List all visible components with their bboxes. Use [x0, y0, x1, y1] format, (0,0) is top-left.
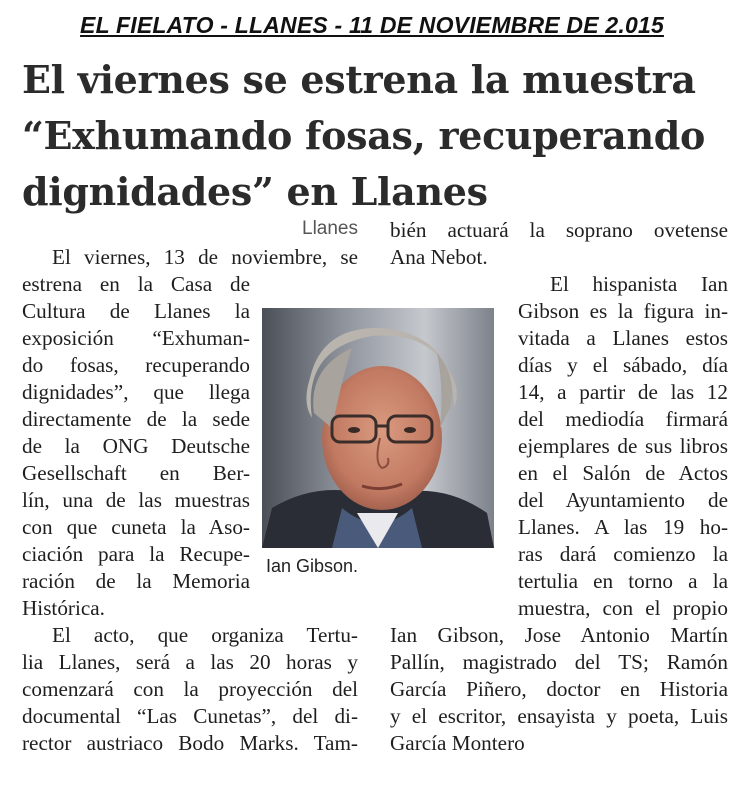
text-line: ras dará comienzo la [518, 542, 728, 566]
text-line: muestra, con el propio [518, 596, 728, 620]
text-line: directamente de la sede [22, 407, 250, 431]
text-line: comenzará con la proyección del [22, 677, 358, 701]
text-line: del Ayuntamiento de [518, 488, 728, 512]
headline-line: “Exhumando fosas, recuperando [22, 113, 706, 158]
text-line: Ian Gibson, Jose Antonio Martín [390, 623, 728, 647]
text-line: do fosas, recuperando [22, 353, 250, 377]
text-line: rector austriaco Bodo Marks. Tam- [22, 731, 358, 755]
byline: Llanes [302, 218, 358, 239]
text-line: exposición “Exhuman- [22, 326, 250, 350]
text-line: dignidades”, que llega [22, 380, 250, 404]
text-line: del mediodía firmará [518, 407, 728, 431]
article-column-2 [390, 217, 728, 757]
text-line: y el escritor, ensayista y poeta, Luis [390, 704, 728, 728]
text-line: El hispanista Ian [550, 272, 728, 296]
photo-caption: Ian Gibson. [266, 556, 359, 576]
text-line: ración de la Memoria [22, 569, 250, 593]
text-line: en el Salón de Actos [518, 461, 728, 485]
text-line: Gesellschaft en Ber- [22, 461, 250, 485]
text-line: ejemplares de sus libros [518, 434, 728, 458]
text-line: Llanes. A las 19 ho- [518, 515, 728, 539]
masthead: EL FIELATO - LLANES - 11 DE NOVIEMBRE DE 2.015 [80, 12, 664, 38]
text-line: Pallín, magistrado del TS; Ramón [390, 650, 728, 674]
text-line: Histórica. [22, 596, 105, 620]
text-line: vitada a Llanes estos [518, 326, 728, 350]
text-line: El viernes, 13 de noviembre, se [52, 245, 358, 269]
text-line: ciación para la Recupe- [22, 542, 250, 566]
text-line: Gibson es la figura in- [518, 299, 728, 323]
text-line: de la ONG Deutsche [22, 434, 250, 458]
text-line: Ana Nebot. [390, 245, 488, 269]
text-line: con que cuneta la Aso- [22, 515, 250, 539]
text-line: Cultura de Llanes la [22, 299, 250, 323]
text-line: El acto, que organiza Tertu- [52, 623, 358, 647]
text-line: bién actuará la soprano ovetense [390, 218, 728, 242]
text-line: García Piñero, doctor en Historia [390, 677, 728, 701]
text-line: 14, a partir de las 12 [518, 380, 728, 404]
headline [22, 52, 732, 220]
headline-line: dignidades” en Llanes [22, 169, 488, 214]
headline-line: El viernes se estrena la muestra [22, 57, 696, 102]
text-line: García Montero [390, 731, 525, 755]
text-line: lia Llanes, será a las 20 horas y [22, 650, 358, 674]
text-line: estrena en la Casa de [22, 272, 250, 296]
text-line: tertulia en torno a la [518, 569, 728, 593]
text-line: lín, una de las muestras [22, 488, 250, 512]
text-line: días y el sábado, día [518, 353, 728, 377]
text-line: documental “Las Cunetas”, del di- [22, 704, 358, 728]
